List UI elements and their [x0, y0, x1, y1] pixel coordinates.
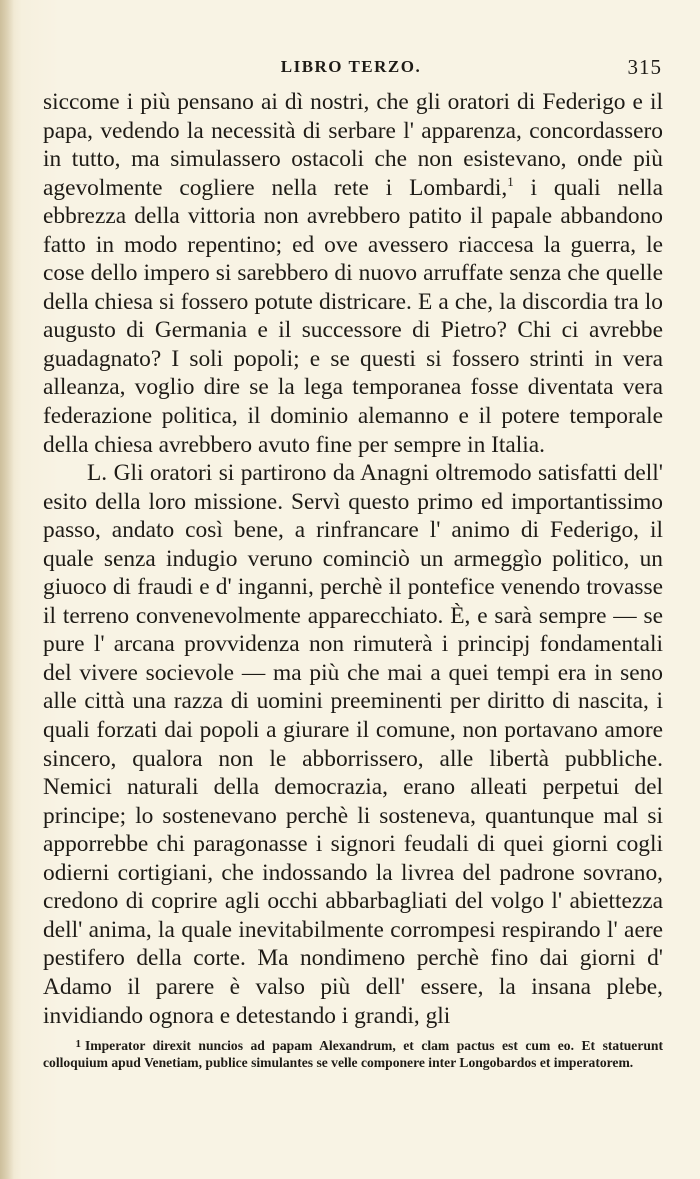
page-header — [40, 57, 662, 87]
paragraph-text-after-note: i quali nella ebbrezza della vittoria non avrebbero patito il papale abbandono fatto in modo repentino; ed ove avessero riaccesa la guerra, le cose dello impero si sarebbero di nuovo arruffate senza che quelle della chiesa si fossero potute districare. E a che, la discordia tra lo augusto di Germania e il successore di Pietro? Chi ci avrebbe guadagnato? I soli popoli; e se questi si fossero strinti in vera alleanza, voglio dire se la lega temporanea fosse diventata vera federazione politica, il dominio alemanno e il potere temporale della chiesa avrebbero avuto fine per sempre in Italia. — [43, 174, 663, 458]
footnote-text: Imperator direxit nuncios ad papam Alexandrum, et clam pactus est cum eo. Et statuerunt colloquium apud Venetiam, publice simulantes se velle componere inter Longobardos et imperatorem. — [43, 1038, 663, 1070]
footnote — [43, 1036, 663, 1071]
paragraph-continued — [43, 88, 663, 459]
footnote-mark: 1 — [75, 1038, 81, 1050]
paragraph-text-before-note: siccome i più pensano ai dì nostri, che gli oratori di Federigo e il papa, vedendo la necessità di serbare l' apparenza, concordassero in tutto, ma simulassero ostacoli che non esistevano, onde più agevolmente cogliere nella rete i Lombardi, — [43, 89, 663, 201]
running-title: LIBRO TERZO. — [280, 57, 422, 76]
paragraph-section-l: L. Gli oratori si partirono da Anagni oltremodo satisfatti dell' esito della loro missione. Servì questo primo ed importantissimo passo, andato così bene, a rinfrancare l' animo di Federigo, il quale senza indugio veruno cominciò un armeggìo politico, un giuoco di fraudi e d' inganni, perchè il pontefice venendo trovasse il terreno convenevolmente apparecchiato. È, e sarà sempre — se pure l' arcana provvidenza non rimuterà i principj fondamentali del vivere socievole — ma più che mai a quei tempi era in seno alle città una razza di uomini preeminenti per diritto di nascita, i quali forzati dai popoli a giurare il comune, non portavano amore sincero, qualora non le abborrissero, alle libertà pubbliche. Nemici naturali della democrazia, erano alleati perpetui del principe; lo sostenevano perchè li sosteneva, quantunque mal si apporrebbe chi paragonasse i signori feudali di quei giorni cogli odierni cortigiani, che indossando la livrea del padrone sovrano, credono di coprire agli occhi abbarbagliati del volgo l' abiettezza dell' anima, la quale inevitabilmente corrompesi respirando l' aere pestifero della corte. Ma nondimeno perchè fino dai giorni d' Adamo il parere è valso più dell' essere, la insana plebe, invidiando ognora e detestando i grandi, gli — [43, 460, 663, 1029]
body-text — [43, 88, 663, 1030]
footnote-reference: 1 — [507, 173, 514, 189]
page-gutter-shadow — [0, 0, 14, 1179]
page-number: 315 — [627, 55, 662, 79]
